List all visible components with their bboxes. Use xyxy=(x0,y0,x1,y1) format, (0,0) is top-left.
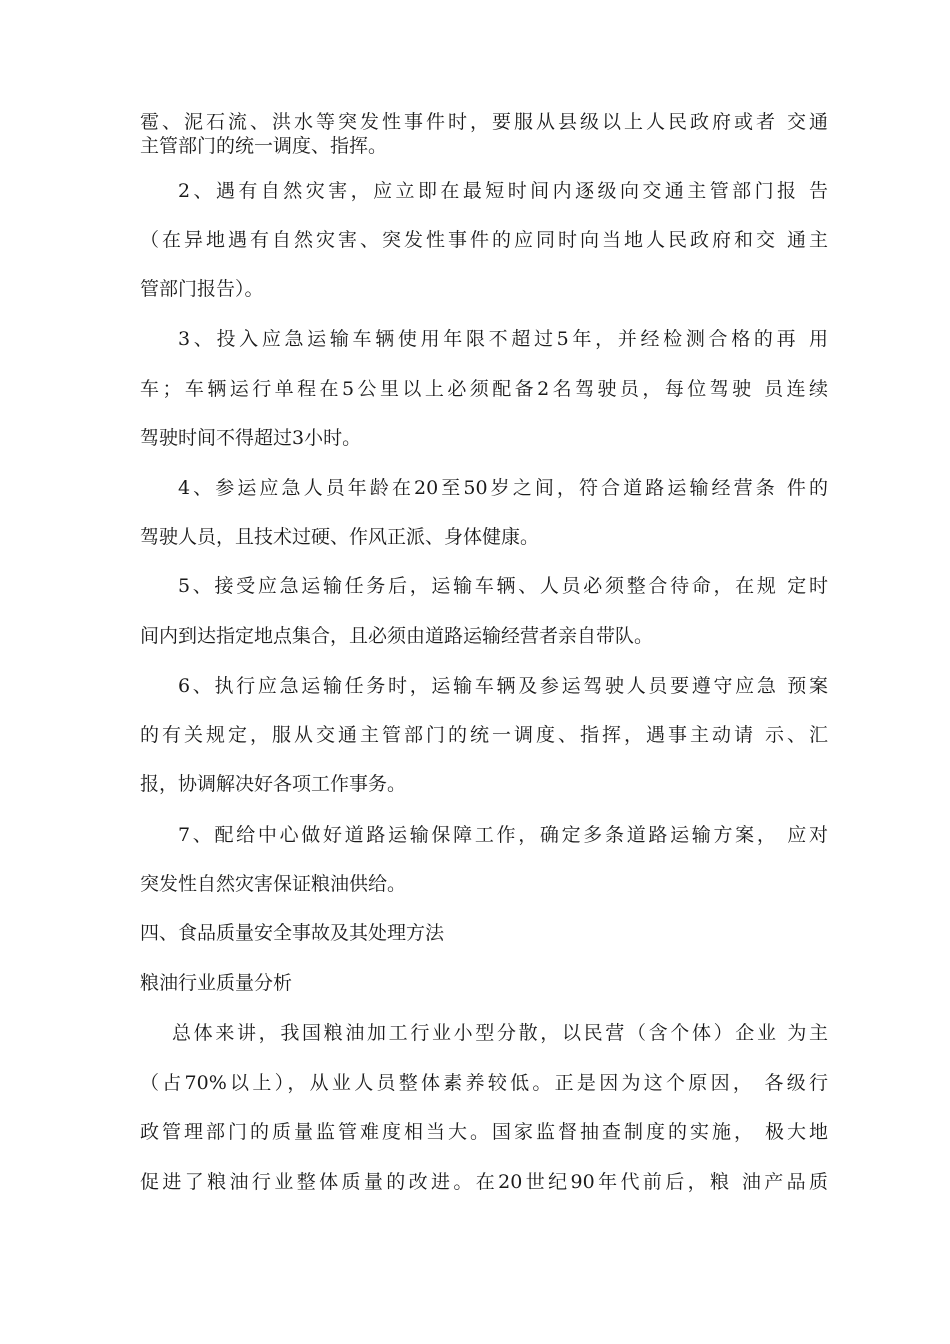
paragraph-line: 的有关规定，服从交通主管部门的统一调度、指挥，遇事主动请 示、汇 xyxy=(140,724,828,746)
paragraph-line: 5、接受应急运输任务后，运输车辆、人员必须整合待命，在规 定时 xyxy=(178,575,828,597)
paragraph-line: 总体来讲，我国粮油加工行业小型分散，以民营（含个体）企业 为主 xyxy=(172,1022,828,1044)
paragraph-line: 车；车辆运行单程在5公里以上必须配备2名驾驶员，每位驾驶 员连续 xyxy=(140,378,828,400)
paragraph-line: 2、遇有自然灾害，应立即在最短时间内逐级向交通主管部门报 告 xyxy=(178,180,828,202)
paragraph-line: （占70%以上），从业人员整体素养较低。正是因为这个原因， 各级行 xyxy=(140,1072,828,1094)
paragraph-line: 促进了粮油行业整体质量的改进。在20世纪90年代前后，粮 油产品质 xyxy=(140,1171,828,1193)
paragraph-line: 驾驶人员，且技术过硬、作风正派、身体健康。 xyxy=(140,526,540,548)
paragraph-line: 突发性自然灾害保证粮油供给。 xyxy=(140,873,407,895)
paragraph-line: 间内到达指定地点集合，且必须由道路运输经营者亲自带队。 xyxy=(140,625,654,647)
paragraph-line: 管部门报告）。 xyxy=(140,278,264,300)
section-heading: 四、食品质量安全事故及其处理方法 xyxy=(140,922,445,944)
paragraph-line: 主管部门的统一调度、指挥。 xyxy=(140,135,388,157)
subsection-heading: 粮油行业质量分析 xyxy=(140,972,293,994)
paragraph-line: 4、参运应急人员年龄在20至50岁之间，符合道路运输经营条 件的 xyxy=(178,477,828,499)
paragraph-line: 报，协调解决好各项工作事务。 xyxy=(140,773,407,795)
paragraph-line: 6、执行应急运输任务时，运输车辆及参运驾驶人员要遵守应急 预案 xyxy=(178,675,828,697)
paragraph-line: 7、配给中心做好道路运输保障工作，确定多条道路运输方案， 应对 xyxy=(178,824,828,846)
paragraph-line: 雹、泥石流、洪水等突发性事件时，要服从县级以上人民政府或者 交通 xyxy=(140,111,828,133)
paragraph-line: 3、投入应急运输车辆使用年限不超过5年，并经检测合格的再 用 xyxy=(178,328,828,350)
paragraph-line: 驾驶时间不得超过3小时。 xyxy=(140,427,362,449)
paragraph-line: 政管理部门的质量监管难度相当大。国家监督抽查制度的实施， 极大地 xyxy=(140,1121,828,1143)
paragraph-line: （在异地遇有自然灾害、突发性事件的应同时向当地人民政府和交 通主 xyxy=(140,229,828,251)
